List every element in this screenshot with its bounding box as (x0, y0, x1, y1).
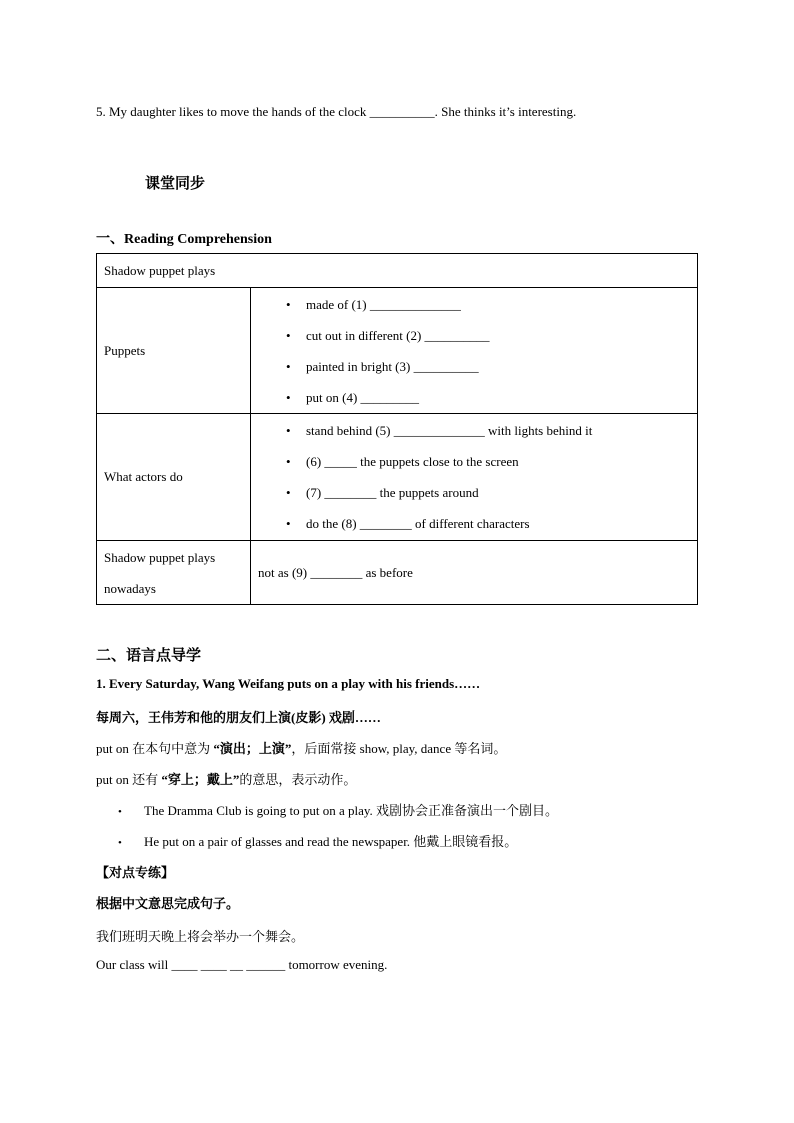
list-item: • (6) _____ the puppets close to the screen (258, 446, 690, 477)
row-label-puppets: Puppets (97, 288, 251, 414)
note-text: put on 在本句中意为 (96, 741, 214, 756)
point-1-english: 1. Every Saturday, Wang Weifang puts on a play with his friends…… (96, 676, 481, 691)
bullet-icon: • (118, 837, 122, 849)
note-text: 的意思，表示动作。 (239, 772, 357, 787)
table-row (97, 541, 698, 605)
nowadays-content-cell: not as (9) ________ as before (251, 541, 698, 605)
row-label-actors: What actors do (97, 414, 251, 541)
table-row (97, 414, 698, 541)
list-item: • cut out in different (2) __________ (258, 320, 690, 351)
bullet-icon: • (118, 806, 122, 818)
note-text: put on 还有 (96, 772, 162, 787)
section-title-sync: 课堂同步 (145, 176, 206, 192)
practice-chinese-sentence: 我们班明天晚上将会举办一个舞会。 (96, 929, 305, 944)
example-text: The Dramma Club is going to put on a play. 戏剧协会正准备演出一个剧目。 (144, 803, 559, 818)
actors-list (258, 415, 690, 539)
reading-comprehension-title: 一、Reading Comprehension (96, 232, 272, 247)
list-item: • made of (1) ______________ (258, 289, 690, 320)
note-put-on-perform (96, 738, 506, 757)
list-item: • painted in bright (3) __________ (258, 351, 690, 382)
point-1-chinese: 每周六，王伟芳和他的朋友们上演(皮影) 戏剧…… (96, 710, 381, 725)
example-sentence (118, 800, 558, 819)
row-label-nowadays (97, 541, 251, 605)
note-emphasis: “演出；上演” (213, 741, 292, 756)
example-text: He put on a pair of glasses and read the newspaper. 他戴上眼镜看报。 (144, 834, 518, 849)
puppets-list (258, 289, 690, 413)
table-row (97, 254, 698, 288)
puppets-content-cell (251, 288, 698, 414)
table-row (97, 288, 698, 414)
reading-comprehension-table (96, 253, 698, 605)
list-item: • (7) ________ the puppets around (258, 477, 690, 508)
list-item: • put on (4) _________ (258, 382, 690, 413)
actors-content-cell (251, 414, 698, 541)
list-item: • do the (8) ________ of different characters (258, 508, 690, 539)
list-item: • stand behind (5) ______________ with lights behind it (258, 415, 690, 446)
note-put-on-wear (96, 769, 356, 788)
example-sentence (118, 831, 517, 850)
table-header-cell: Shadow puppet plays (97, 254, 698, 288)
practice-instruction: 根据中文意思完成句子。 (96, 896, 240, 911)
note-text: ，后面常接 show, play, dance 等名词。 (291, 741, 507, 756)
question-5: 5. My daughter likes to move the hands of the clock __________. She thinks it’s interesting. (96, 104, 577, 119)
note-emphasis: “穿上；戴上” (161, 772, 240, 787)
row-label-line: nowadays (104, 580, 156, 596)
practice-title: 【对点专练】 (96, 865, 175, 880)
practice-english-sentence: Our class will ____ ____ __ ______ tomorrow evening. (96, 957, 388, 972)
section-title-language-points: 二、语言点导学 (96, 648, 202, 664)
row-label-line: Shadow puppet plays (104, 549, 216, 565)
